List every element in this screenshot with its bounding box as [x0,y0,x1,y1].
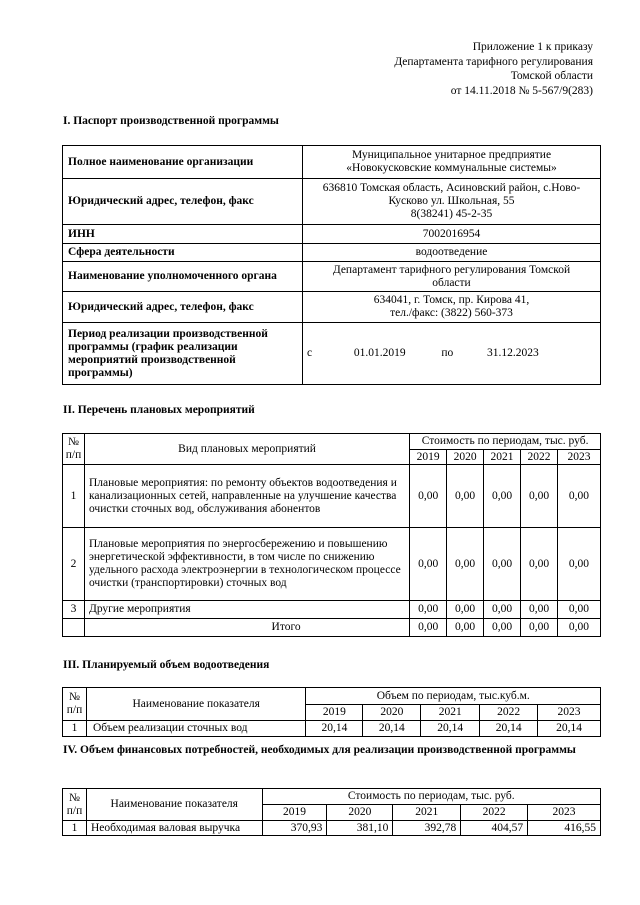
year-header: 2019 [410,450,447,465]
passport-label: Полное наименование организации [63,146,303,179]
cell-value: 0,00 [557,601,600,619]
year-header: 2019 [306,705,363,721]
passport-row [63,262,601,292]
cell-value: 0,00 [447,528,484,601]
year-header: 2022 [461,805,528,821]
year-header: 2022 [521,450,558,465]
header-line-department: Департамента тарифного регулирования [394,55,593,68]
cell-value: 0,00 [410,601,447,619]
value-line: Муниципальное унитарное предприятие [351,149,552,161]
row-name: Объем реализации сточных вод [86,721,306,737]
table-total-row [63,619,601,637]
total-label: Итого [84,619,409,637]
section-1-title: I. Паспорт производственной программы [63,115,279,127]
row-number: 3 [63,601,85,619]
cell-value: 381,10 [327,821,393,836]
section-2-title: II. Перечень плановых мероприятий [63,404,255,416]
column-header-no: № п/п [63,789,87,821]
column-header-name: Вид плановых мероприятий [84,434,409,465]
year-header: 2021 [393,805,461,821]
passport-row [63,146,601,179]
cell-value: 0,00 [521,528,558,601]
finance-table [62,788,601,836]
row-number: 2 [63,528,85,601]
table-header-row [63,688,601,705]
total-value: 0,00 [484,619,521,637]
total-value: 0,00 [521,619,558,637]
passport-label: ИНН [63,225,303,244]
passport-row-period [63,323,601,385]
cell-value: 0,00 [521,601,558,619]
passport-period-value [303,323,601,385]
passport-row [63,225,601,244]
passport-value [303,146,601,179]
cell-value: 370,93 [262,821,327,836]
value-line: 634041, г. Томск, пр. Кирова 41, [373,294,530,306]
passport-label: Сфера деятельности [63,244,303,262]
year-header: 2022 [480,705,538,721]
year-header: 2020 [327,805,393,821]
passport-value [303,262,601,292]
passport-label: Наименование уполномоченного органа [63,262,303,292]
cell-value: 0,00 [484,528,521,601]
passport-value [303,179,601,225]
period-to-date: 31.12.2023 [487,347,539,359]
cell-value: 0,00 [410,465,447,528]
total-value: 0,00 [447,619,484,637]
document-header [394,40,593,98]
year-header: 2021 [421,705,480,721]
passport-label: Юридический адрес, телефон, факс [63,179,303,225]
cell-value: 416,55 [528,821,601,836]
row-name: Необходимая валовая выручка [86,821,262,836]
row-name: Плановые мероприятия по энергосбережению и повышению энергетической эффективности, в том числе по снижению удельного расхода электроэнергии в технологическом процессе очистки (транспортировки) сточных вод [84,528,409,601]
table-header-row [63,434,601,450]
passport-value: 7002016954 [303,225,601,244]
value-line: 8(38241) 45-2-35 [410,208,493,220]
total-value: 0,00 [557,619,600,637]
cell-value: 20,14 [421,721,480,737]
table-row [63,528,601,601]
passport-label: Период реализации производственной программы (график реализации мероприятий производственной программы) [63,323,303,385]
year-header: 2020 [447,450,484,465]
passport-label: Юридический адрес, телефон, факс [63,292,303,323]
cell-value: 0,00 [447,465,484,528]
column-header-no: № п/п [63,434,85,465]
year-header: 2021 [484,450,521,465]
column-header-name: Наименование показателя [86,688,306,721]
header-line-region: Томской области [510,70,593,82]
cell-value: 0,00 [447,601,484,619]
column-header-cost: Стоимость по периодам, тыс. руб. [410,434,601,450]
empty-cell [63,619,85,637]
cell-value: 20,14 [538,721,601,737]
column-header-volume: Объем по периодам, тыс.куб.м. [306,688,601,705]
cell-value: 0,00 [557,528,600,601]
total-value: 0,00 [410,619,447,637]
year-header: 2023 [557,450,600,465]
value-line: Кусково ул. Школьная, 55 [388,195,515,207]
column-header-name: Наименование показателя [86,789,262,821]
column-header-no: № п/п [63,688,87,721]
cell-value: 392,78 [393,821,461,836]
year-header: 2020 [363,705,421,721]
year-header: 2023 [528,805,601,821]
row-name: Другие мероприятия [84,601,409,619]
section-3-title: III. Планируемый объем водоотведения [63,659,270,671]
row-number: 1 [63,721,87,737]
passport-row [63,292,601,323]
section-4-title: IV. Объем финансовых потребностей, необходимых для реализации производственной программы [63,744,576,756]
period-to-word: по [441,347,454,359]
table-row [63,821,601,836]
cell-value: 0,00 [410,528,447,601]
passport-table [62,145,601,385]
passport-row [63,179,601,225]
value-line: «Новокусковские коммунальные системы» [346,162,557,174]
value-line: 636810 Томская область, Асиновский район, с.Ново- [322,182,581,194]
year-header: 2019 [262,805,327,821]
cell-value: 0,00 [557,465,600,528]
row-number: 1 [63,821,87,836]
value-line: Департамент тарифного регулирования Томской [332,263,571,276]
column-header-cost: Стоимость по периодам, тыс. руб. [262,789,600,805]
table-row [63,601,601,619]
passport-value: водоотведение [303,244,601,262]
cell-value: 20,14 [306,721,363,737]
passport-value [303,292,601,323]
period-from-word: с [307,347,313,359]
table-row [63,465,601,528]
period-from-date: 01.01.2019 [353,347,406,359]
value-line: области [432,276,471,289]
header-line-order-date: от 14.11.2018 № 5-567/9(283) [450,84,593,97]
volume-table [62,687,601,737]
row-number: 1 [63,465,85,528]
measures-table [62,433,601,637]
cell-value: 20,14 [363,721,421,737]
table-header-row [63,789,601,805]
cell-value: 0,00 [484,601,521,619]
value-line: тел./факс: (3822) 560-373 [390,307,513,319]
year-header: 2023 [538,705,601,721]
header-line-appendix: Приложение 1 к приказу [472,41,593,53]
passport-row [63,244,601,262]
row-name: Плановые мероприятия: по ремонту объектов водоотведения и канализационных сетей, направленные на улучшение качества очистки сточных вод, обслуживания абонентов [84,465,409,528]
table-row [63,721,601,737]
cell-value: 404,57 [461,821,528,836]
cell-value: 20,14 [480,721,538,737]
cell-value: 0,00 [484,465,521,528]
cell-value: 0,00 [521,465,558,528]
